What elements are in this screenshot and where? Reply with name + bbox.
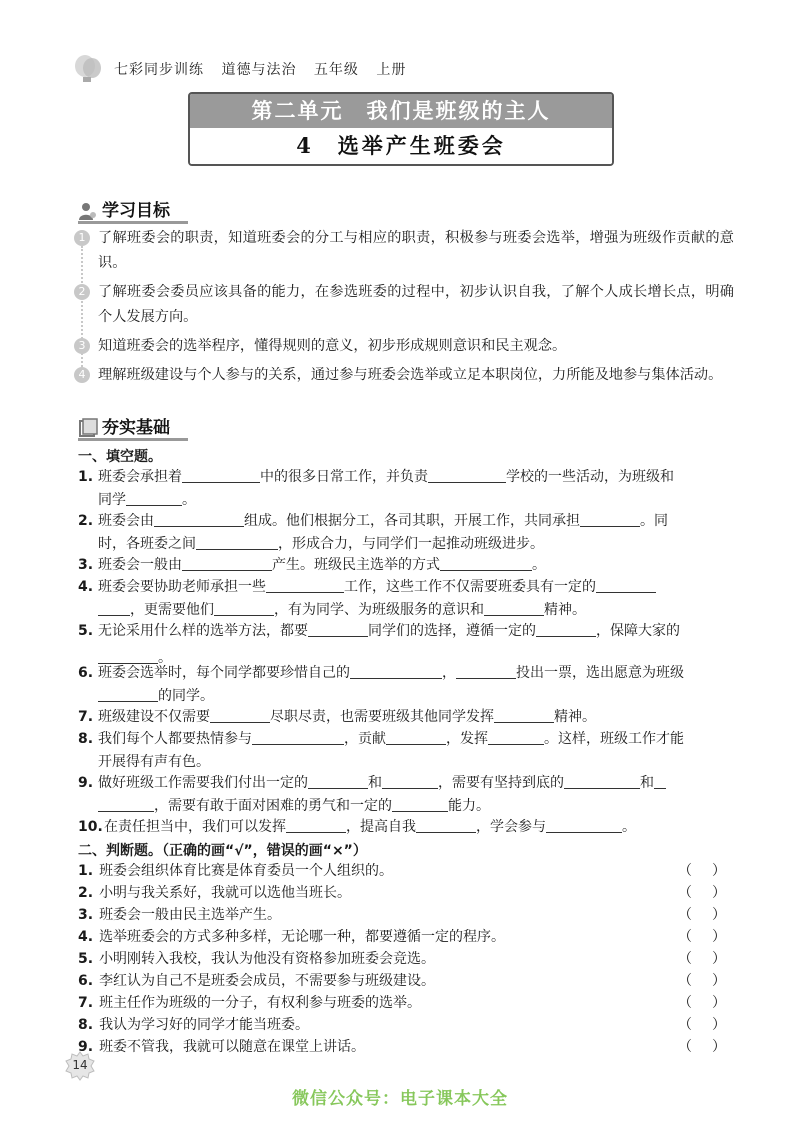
answer-blank[interactable] <box>386 728 446 745</box>
divider <box>78 221 188 224</box>
judge-item: 9. 班委不管我，我就可以随意在课堂上讲话。 （ ） <box>78 1036 726 1058</box>
judge-item: 3. 班委会一般由民主选举产生。 （ ） <box>78 904 726 926</box>
judge-item: 2. 小明与我关系好，我就可以选他当班长。 （ ） <box>78 882 726 904</box>
goal-item <box>74 226 734 276</box>
answer-blank[interactable] <box>596 576 656 593</box>
answer-parentheses[interactable]: （ ） <box>678 951 726 967</box>
header-series: 七彩同步训练 <box>114 62 204 78</box>
goal-number: 1 <box>74 230 90 246</box>
answer-blank[interactable] <box>308 772 368 789</box>
goals-title: 学习目标 <box>102 201 170 221</box>
divider <box>78 438 188 441</box>
answer-blank[interactable] <box>416 816 476 833</box>
judge-item: 1. 班委会组织体育比赛是体育委员一个人组织的。 （ ） <box>78 860 726 882</box>
question-10: 10. 在责任担当中，我们可以发挥 ，提高自我 ，学会参与 。 <box>78 816 726 839</box>
judge-item: 6. 李红认为自己不是班委会成员，不需要参与班级建设。 （ ） <box>78 970 726 992</box>
answer-blank[interactable] <box>126 489 182 506</box>
footer-watermark: 微信公众号：电子课本大全 <box>292 1089 508 1109</box>
question-4: 4. 班委会要协助老师承担一些 工作，这些工作不仅需要班委具有一定的 ，更需要他们 ，有为同学、为班级服务的意识和 精神。 <box>78 576 726 622</box>
judge-item: 4. 选举班委会的方式多种多样，无论哪一种，都要遵循一定的程序。 （ ） <box>78 926 726 948</box>
answer-blank[interactable] <box>154 510 244 527</box>
question-7: 7. 班级建设不仅需要 尽职尽责，也需要班级其他同学发挥 精神。 <box>78 706 726 729</box>
answer-blank[interactable] <box>214 599 274 616</box>
answer-parentheses[interactable]: （ ） <box>678 907 726 923</box>
answer-blank[interactable] <box>266 576 344 593</box>
unit-title: 第二单元 我们是班级的主人 <box>190 94 612 128</box>
answer-parentheses[interactable]: （ ） <box>678 1039 726 1055</box>
answer-blank[interactable] <box>488 728 544 745</box>
answer-blank[interactable] <box>428 466 506 483</box>
answer-blank[interactable] <box>98 599 130 616</box>
answer-blank[interactable] <box>456 662 516 679</box>
header-subject: 道德与法治 <box>221 62 297 78</box>
goal-item <box>74 280 734 330</box>
goal-text: 理解班级建设与个人参与的关系，通过参与班委会选举或立足本职岗位，力所能及地参与集体活动。 <box>98 367 723 383</box>
answer-parentheses[interactable]: （ ） <box>678 929 726 945</box>
answer-parentheses[interactable]: （ ） <box>678 863 726 879</box>
goal-text: 了解班委会委员应该具备的能力，在参选班委的过程中，初步认识自我，了解个人成长增长点，明确个人发展方向。 <box>98 284 734 325</box>
part2-title: 二、判断题。（正确的画“√”，错误的画“×”） <box>78 843 367 859</box>
question-8: 8. 我们每个人都要热情参与 ，贡献 ，发挥 。这样，班级工作才能 开展得有声有色。 <box>78 728 726 774</box>
lesson-title: 4 选举产生班委会 <box>190 128 612 164</box>
goal-item <box>74 334 734 359</box>
answer-blank[interactable] <box>182 466 260 483</box>
answer-parentheses[interactable]: （ ） <box>678 995 726 1011</box>
lightbulb-logo-icon <box>72 54 106 84</box>
question-6: 6. 班委会选举时，每个同学都要珍惜自己的 ， 投出一票，选出愿意为班级 的同学。 <box>78 662 726 708</box>
answer-parentheses[interactable]: （ ） <box>678 885 726 901</box>
basics-section-heading <box>78 413 170 438</box>
question-3: 3. 班委会一般由 产生。班级民主选举的方式 。 <box>78 554 726 577</box>
page-number: 14 <box>72 1058 88 1072</box>
judge-item: 8. 我认为学习好的同学才能当班委。 （ ） <box>78 1014 726 1036</box>
answer-blank[interactable] <box>182 554 272 571</box>
answer-blank[interactable] <box>580 510 640 527</box>
goal-text: 知道班委会的选举程序，懂得规则的意义，初步形成规则意识和民主观念。 <box>98 338 567 354</box>
answer-blank[interactable] <box>484 599 544 616</box>
person-icon <box>78 201 98 221</box>
answer-blank[interactable] <box>196 533 278 550</box>
answer-blank[interactable] <box>308 620 368 637</box>
answer-blank[interactable] <box>546 816 622 833</box>
basics-title: 夯实基础 <box>102 418 170 438</box>
goal-number: 2 <box>74 284 90 300</box>
answer-blank[interactable] <box>286 816 346 833</box>
running-header <box>72 54 418 84</box>
goal-item <box>74 363 734 388</box>
answer-blank[interactable] <box>494 706 554 723</box>
answer-blank[interactable] <box>98 795 154 812</box>
answer-blank[interactable] <box>392 795 448 812</box>
answer-blank[interactable] <box>382 772 438 789</box>
goals-list <box>74 226 734 392</box>
header-volume: 上册 <box>376 62 407 78</box>
part1-title: 一、填空题。 <box>78 449 162 465</box>
answer-blank[interactable] <box>654 772 666 789</box>
question-1: 1. 班委会承担着 中的很多日常工作，并负责 学校的一些活动，为班级和 同学 。 <box>78 466 726 512</box>
header-grade: 五年级 <box>313 62 359 78</box>
answer-parentheses[interactable]: （ ） <box>678 973 726 989</box>
answer-blank[interactable] <box>440 554 532 571</box>
answer-blank[interactable] <box>564 772 640 789</box>
judge-item: 7. 班主任作为班级的一分子，有权利参与班委的选举。 （ ） <box>78 992 726 1014</box>
answer-blank[interactable] <box>252 728 344 745</box>
judge-item: 5. 小明刚转入我校，我认为他没有资格参加班委会竞选。 （ ） <box>78 948 726 970</box>
question-2: 2. 班委会由 组成。他们根据分工，各司其职，开展工作，共同承担 。同 时，各班委之间 ，形成合力，与同学们一起推动班级进步。 <box>78 510 726 556</box>
answer-blank[interactable] <box>350 662 442 679</box>
goal-text: 了解班委会的职责，知道班委会的分工与相应的职责，积极参与班委会选举，增强为班级作贡献的意识。 <box>98 230 734 271</box>
goal-number: 4 <box>74 367 90 383</box>
answer-blank[interactable] <box>536 620 596 637</box>
question-5: 5. 无论采用什么样的选举方法，都要 同学们的选择，遵循一定的 ，保障大家的 。 <box>78 620 726 670</box>
book-icon <box>78 418 98 438</box>
question-9: 9. 做好班级工作需要我们付出一定的 和 ，需要有坚持到底的 和 ，需要有敢于面对困难的勇气和一定的 能力。 <box>78 772 726 818</box>
goal-number: 3 <box>74 338 90 354</box>
answer-blank[interactable] <box>98 685 158 702</box>
lesson-title-box <box>188 92 614 166</box>
answer-blank[interactable] <box>210 706 270 723</box>
answer-parentheses[interactable]: （ ） <box>678 1017 726 1033</box>
goals-section-heading <box>78 196 170 221</box>
